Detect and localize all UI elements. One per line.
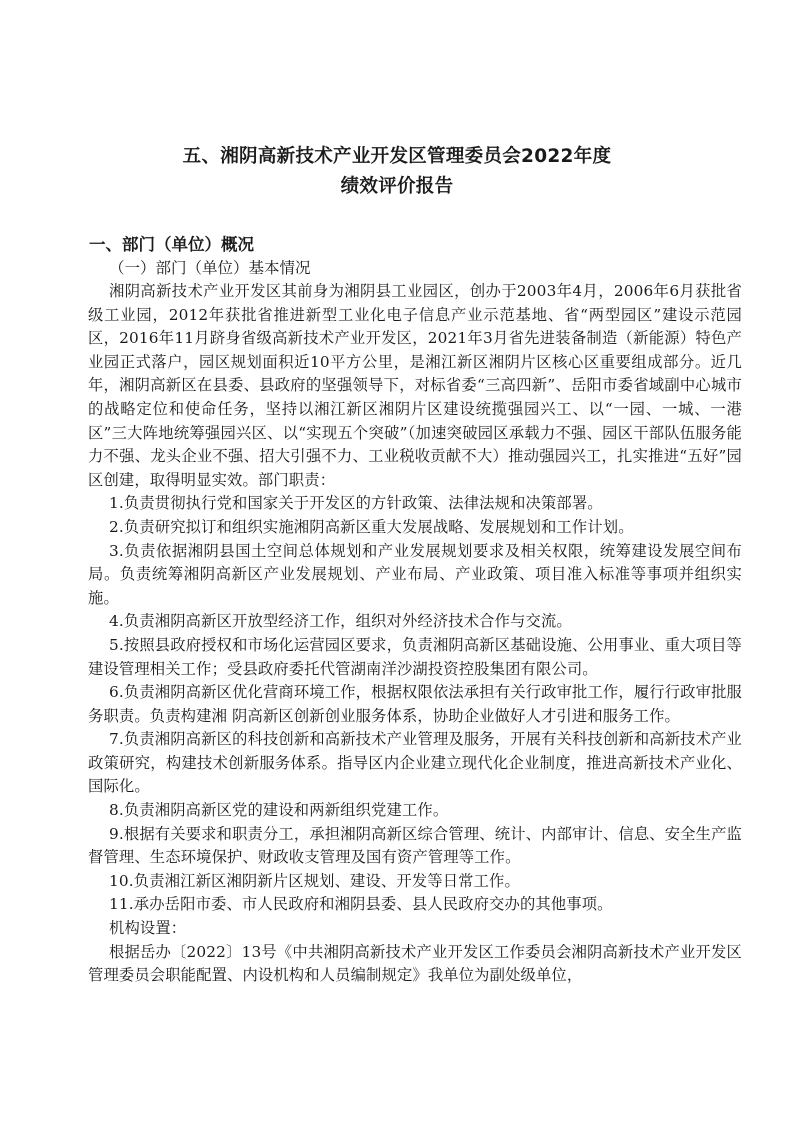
duty-item: 3.负责依据湘阴县国土空间总体规划和产业发展规划要求及相关权限，统筹建设发展空间布局。负责统筹湘阴高新区产业发展规划、产业布局、产业政策、项目准入标准等事项并组织实施。 xyxy=(88,541,742,607)
subsection-heading: （一）部门（单位）基本情况 xyxy=(109,259,311,277)
duty-item: 7.负责湘阴高新区的科技创新和高新技术产业管理及服务，开展有关科技创新和高新技术产业政策研究，构建技术创新服务体系。指导区内企业建立现代化企业制度，推进高新技术产业化、国际化。 xyxy=(88,730,742,796)
duty-item: 9.根据有关要求和职责分工，承担湘阴高新区综合管理、统计、内部审计、信息、安全生产监督管理、生态环境保护、财政收支管理及国有资产管理等工作。 xyxy=(88,824,742,867)
intro-paragraph: 湘阴高新技术产业开发区其前身为湘阴县工业园区，创办于2003年4月，2006年6月获批省级工业园，2012年获批省推进新型工业化电子信息产业示范基地、省“两型园区”建设示范园区，2016年11月跻身省级高新技术产业开发区，2021年3月省先进装备制造（新能源）特色产业园正式落户，园区规划面积近10平方公里，是湘江新区湘阴片区核心区重要组成部分。近几年，湘阴高新区在县委、县政府的坚强领导下，对标省委“三高四新”、岳阳市委省域副中心城市的战略定位和使命任务，坚持以湘江新区湘阴片区建设统揽强园兴工、以“一园、一城、一港区”三大阵地统筹强园兴区、以“实现五个突破”（加速突破园区承载力不强、园区干部队伍服务能力不强、龙头企业不强、招大引强不力、工业税收贡献不大）推动强园兴工，扎实推进“五好”园区创建，取得明显实效。部门职责： xyxy=(88,282,742,489)
duty-item: 5.按照县政府授权和市场化运营园区要求，负责湘阴高新区基础设施、公用事业、重大项目等建设管理相关工作；受县政府委托代管湖南洋沙湖投资控股集团有限公司。 xyxy=(88,635,742,678)
title-line-2: 绩效评价报告 xyxy=(340,176,454,197)
duty-item: 11.承办岳阳市委、市人民政府和湘阴县委、县人民政府交办的其他事项。 xyxy=(109,895,613,914)
title-line-1: 五、湘阴高新技术产业开发区管理委员会2022年度 xyxy=(182,146,612,167)
duty-item: 1.负责贯彻执行党和国家关于开发区的方针政策、法律法规和决策部署。 xyxy=(109,494,603,513)
duty-item: 4.负责湘阴高新区开放型经济工作，组织对外经济技术合作与交流。 xyxy=(109,612,572,631)
org-label: 机构设置： xyxy=(109,919,187,938)
duty-item: 2.负责研究拟订和组织实施湘阴高新区重大发展战略、发展规划和工作计划。 xyxy=(109,517,634,536)
duty-item: 10.负责湘江新区湘阴新片区规划、建设、开发等日常工作。 xyxy=(109,871,520,890)
report-title xyxy=(0,142,794,202)
document-body xyxy=(88,233,742,988)
duty-item: 6.负责湘阴高新区优化营商环境工作，根据权限依法承担有关行政审批工作，履行行政审批服务职责。负责构建湘 阴高新区创新创业服务体系，协助企业做好人才引进和服务工作。 xyxy=(88,683,742,725)
duties-list xyxy=(88,492,742,917)
section-heading: 一、部门（单位）概况 xyxy=(89,235,254,254)
duty-item: 8.负责湘阴高新区党的建设和两新组织党建工作。 xyxy=(109,801,449,820)
org-paragraph: 根据岳办〔2022〕13号《中共湘阴高新技术产业开发区工作委员会湘阴高新技术产业开发区管理委员会职能配置、内设机构和人员编制规定》我单位为副处级单位， xyxy=(88,942,742,985)
